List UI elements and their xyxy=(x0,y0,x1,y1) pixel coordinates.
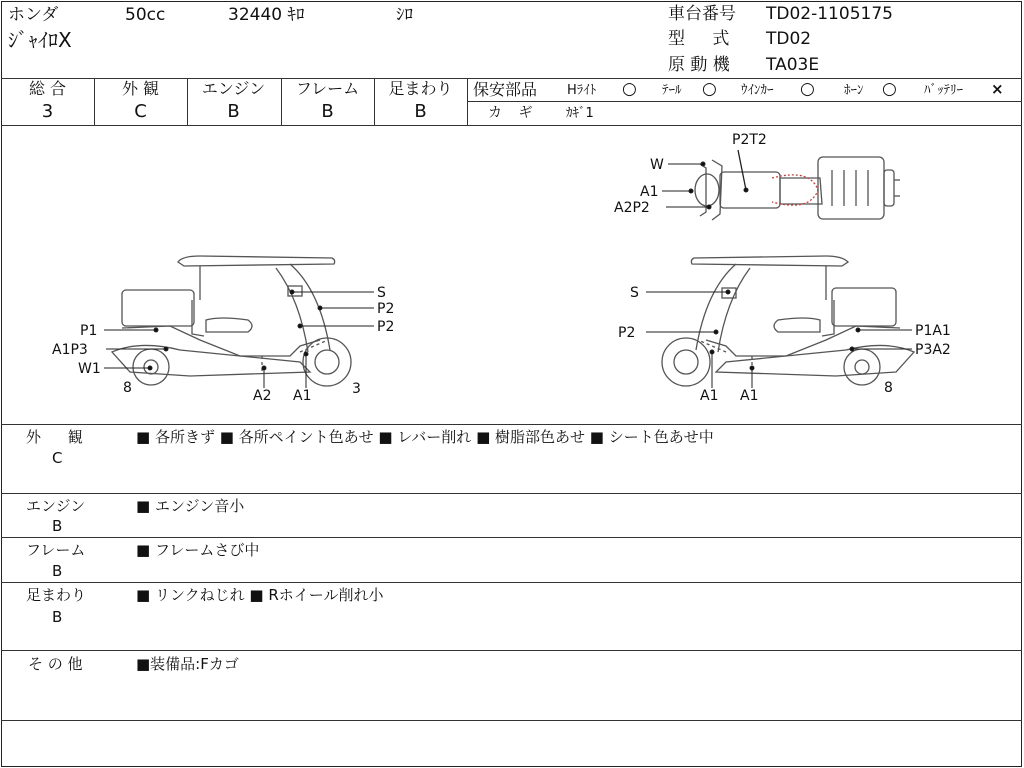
label-left-a1p3: A1P3 xyxy=(52,342,88,358)
label-top-w: W xyxy=(650,157,664,173)
grade-overall-value: 3 xyxy=(41,101,54,122)
label-left-p2a: P2 xyxy=(377,301,395,317)
label-right-a1b: A1 xyxy=(740,388,759,404)
label-top-a1: A1 xyxy=(640,184,659,200)
model-type-label: 型 式 xyxy=(668,29,730,49)
mileage: 32440 ｷﾛ xyxy=(228,5,305,25)
grade-frame-label: フレーム xyxy=(295,79,360,98)
winker-label: ｳｲﾝｶｰ xyxy=(741,83,774,98)
label-left-8: 8 xyxy=(123,380,132,396)
grade-frame-value: B xyxy=(321,101,334,122)
grade-exterior-label: 外 観 xyxy=(121,79,160,98)
note-other-text: ■装備品:Fカゴ xyxy=(136,655,239,673)
divider xyxy=(1,582,1022,583)
engine-type-value: TA03E xyxy=(766,55,820,75)
note-suspension-grade: B xyxy=(52,608,63,626)
divider xyxy=(1,424,1022,425)
label-top-a2p2: A2P2 xyxy=(614,200,650,216)
label-left-p2b: P2 xyxy=(377,319,395,335)
label-right-a1a: A1 xyxy=(700,388,719,404)
note-frame-grade: B xyxy=(52,562,63,580)
damage-diagram xyxy=(0,126,1024,424)
label-top-p2t2: P2T2 xyxy=(732,132,767,148)
note-engine-text: ■ エンジン音小 xyxy=(136,497,245,515)
note-exterior-text: ■ 各所きず ■ 各所ペイント色あせ ■ レバー削れ ■ 樹脂部色あせ ■ シート色あせ中 xyxy=(136,428,714,446)
grade-engine-value: B xyxy=(227,101,240,122)
scooter-left-side-view xyxy=(112,256,351,386)
note-frame-label: フレーム xyxy=(26,541,86,559)
note-suspension-text: ■ リンクねじれ ■ Rホイール削れ小 xyxy=(136,586,384,604)
divider xyxy=(467,101,1022,102)
label-right-p1a1: P1A1 xyxy=(915,323,951,339)
grade-engine-label: エンジン xyxy=(201,79,266,98)
note-frame-text: ■ フレームさび中 xyxy=(136,541,260,559)
frame-number-value: TD02-1105175 xyxy=(766,4,893,24)
safety-parts-title: 保安部品 xyxy=(473,80,538,99)
divider xyxy=(1,537,1022,538)
grade-suspension-value: B xyxy=(414,101,427,122)
note-exterior-grade: C xyxy=(52,449,63,467)
label-left-s: S xyxy=(377,285,386,301)
engine-type-label: 原 動 機 xyxy=(668,55,730,75)
note-suspension-label: 足まわり xyxy=(26,586,87,604)
divider xyxy=(1,493,1022,494)
color: ｼﾛ xyxy=(396,5,413,25)
label-left-3: 3 xyxy=(352,381,361,397)
frame-number-label: 車台番号 xyxy=(668,4,736,24)
headlight-label: Hﾗｲﾄ xyxy=(567,83,597,98)
label-left-a2: A2 xyxy=(253,388,272,404)
note-other-label: そ の 他 xyxy=(28,655,83,673)
label-right-p2: P2 xyxy=(618,325,636,341)
note-engine-label: エンジン xyxy=(26,497,86,515)
note-engine-grade: B xyxy=(52,517,63,535)
taillight-mark: ○ xyxy=(702,79,717,99)
battery-label: ﾊﾞｯﾃﾘｰ xyxy=(924,83,963,98)
divider xyxy=(1,720,1022,721)
note-exterior-label: 外 観 xyxy=(26,428,83,446)
label-left-w1: W1 xyxy=(78,361,101,377)
scooter-top-view xyxy=(695,150,900,220)
taillight-label: ﾃｰﾙ xyxy=(662,83,682,98)
winker-mark: ○ xyxy=(800,79,815,99)
key-label: カ ギ xyxy=(488,105,533,121)
displacement: 50cc xyxy=(125,5,166,25)
key-value: ｶｷﾞ1 xyxy=(566,106,594,121)
label-left-p1: P1 xyxy=(80,323,98,339)
model-name: ｼﾞｬｲﾛX xyxy=(8,28,72,52)
grade-suspension-label: 足まわり xyxy=(388,79,453,98)
horn-mark: ○ xyxy=(882,79,897,99)
horn-label: ﾎｰﾝ xyxy=(844,83,864,98)
label-right-s: S xyxy=(630,285,639,301)
label-right-p3a2: P3A2 xyxy=(915,342,951,358)
label-right-8: 8 xyxy=(884,380,893,396)
model-type-value: TD02 xyxy=(766,29,812,49)
grade-overall-label: 総 合 xyxy=(28,79,67,98)
label-left-a1: A1 xyxy=(293,388,312,404)
battery-mark: × xyxy=(991,80,1004,98)
divider xyxy=(1,650,1022,651)
headlight-mark: ○ xyxy=(622,79,637,99)
scooter-right-side-view xyxy=(662,256,914,386)
maker: ホンダ xyxy=(8,5,59,25)
divider xyxy=(467,78,468,125)
grade-exterior-value: C xyxy=(134,101,147,122)
